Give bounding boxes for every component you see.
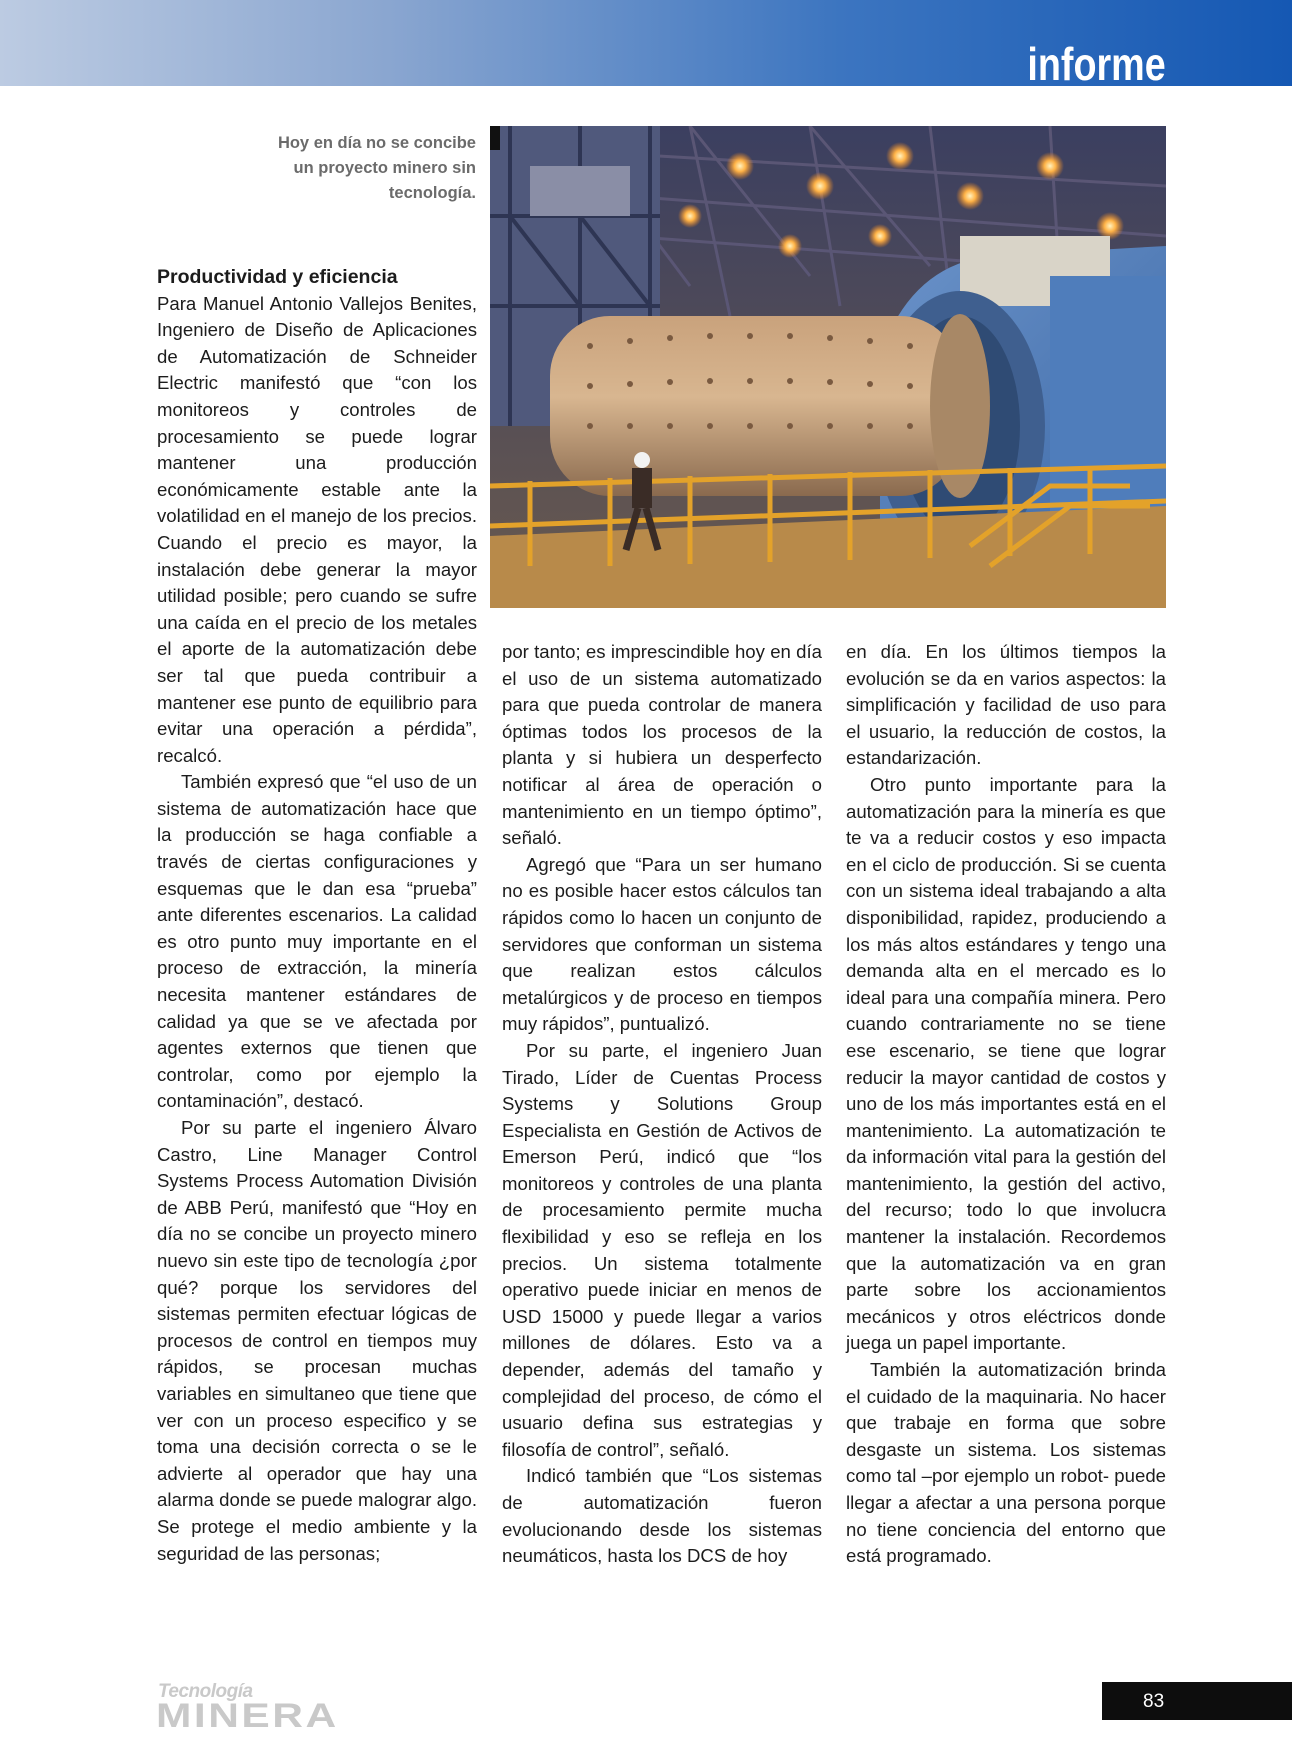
photo-corner-mark [490,126,500,150]
logo-text-bottom: MINERA [156,1697,339,1735]
caption-line: un proyecto minero sin [293,159,476,177]
paragraph: Por su parte, el ingeniero Juan Tirado, Líder de Cuentas Process Systems y Solutions Group Especialista en Gestión de Activos de Emerson Perú, indicó que “los monitoreos y controles de una planta de procesamiento permite mucha flexibilidad y eso se refleja en los precios. Un sistema totalmente operativo puede iniciar en menos de USD 15000 y puede llegar a varios millones de dólares. Esto va a depender, además del tamaño y complejidad del proceso, de cómo el usuario defina sus estrategias y filosofía de control”, señaló. [502,1039,822,1460]
paragraph: También expresó que “el uso de un sistema de automatización hace que la producción se haga confiable a través de ciertas configuraciones y esquemas que le dan esa “prueba” ante diferentes escenarios. La calidad es otro punto muy importante en el proceso de extracción, la minería necesita mantener estándares de calidad ya que se ve afectada por agentes externos que tienen que controlar, como por ejemplo la contaminación”, destacó. [157,771,477,1112]
article-column-3 [846,639,1166,1570]
paragraph: Otro punto importante para la automatización para la minería es que te va a reducir costos y eso impacta en el ciclo de producción. Si se cuenta con un sistema ideal trabajando a alta disponibilidad, rapidez, produciendo a los más altos estándares y tengo una demanda alta en el mercado es lo ideal para una compañía minera. Pero cuando contrariamente no se tiene ese escenario, se tiene que lograr reducir la mayor cantidad de costos y uno de los más importantes está en el mantenimiento. La automatización te da información vital para la gestión del mantenimiento, la gestión del activo, del recurso; todo lo que involucra mantener la instalación. Recordemos que la automatización va en gran parte sobre los accionamientos mecánicos y otros eléctricos donde juega un papel importante. [846,773,1166,1354]
photo-illustration [490,126,1166,608]
magazine-logo [156,1681,346,1735]
article-column-2 [502,639,822,1570]
page-number: 83 [1143,1691,1165,1712]
section-heading: Productividad y eficiencia [157,266,398,288]
paragraph: Indicó también que “Los sistemas de automatización fueron evolucionando desde los sistemas neumáticos, hasta los DCS de hoy [502,1465,822,1567]
caption-line: tecnología. [388,184,476,202]
paragraph: por tanto; es imprescindible hoy en día el uso de un sistema automatizado para que pueda controlar de manera óptimas todos los procesos de la planta y si hubiera un desperfecto notificar al área de operación o mantenimiento en un tiempo óptimo”, señaló. [502,641,822,849]
paragraph: en día. En los últimos tiempos la evolución se da en varios aspectos: la simplificación y facilidad de uso para el usuario, la reducción de costos, la estandarización. [846,641,1166,769]
paragraph: Por su parte el ingeniero Álvaro Castro, Line Manager Control Systems Process Automation División de ABB Perú, manifestó que “Hoy en día no se concibe un proyecto minero nuevo sin este tipo de tecnología ¿por qué? porque los servidores del sistemas permiten efectuar lógicas de procesos de control en tiempos muy rápidos, se procesan muchas variables en simultaneo que tiene que ver con un proceso especifico y se toma una decisión correcta o se le advierte al operador que hay una alarma donde se puede malograr algo. Se protege el medio ambiente y la seguridad de las personas; [157,1117,477,1564]
section-label: informe [1027,38,1166,90]
mining-ball-mill-photo [490,126,1166,608]
logo-text-top: Tecnología [158,1681,253,1702]
photo-caption [230,131,476,206]
caption-line: Hoy en día no se concibe [277,134,476,152]
paragraph: Para Manuel Antonio Vallejos Benites, Ingeniero de Diseño de Aplicaciones de Automatización de Schneider Electric manifestó que “con los monitoreos y controles de procesamiento se puede lograr mantener una producción económicamente estable ante la volatilidad en el manejo de los precios. Cuando el precio es mayor, la instalación debe generar la mayor utilidad posible; pero cuando se sufre una caída en el precio de los metales el aporte de la automatización debe ser tal que pueda contribuir a mantener ese punto de equilibrio para evitar una operación a pérdida”, recalcó. [157,292,477,766]
paragraph: También la automatización brinda el cuidado de la maquinaria. No hacer que trabaje en forma que sobre desgaste un sistema. Los sistemas como tal –por ejemplo un robot- puede llegar a afectar a una persona porque no tiene conciencia del entorno que está programado. [846,1359,1166,1567]
article-column-1 [157,264,477,1567]
paragraph: Agregó que “Para un ser humano no es posible hacer estos cálculos tan rápidos como lo hacen un conjunto de servidores que conforman un sistema que realizan estos cálculos metalúrgicos y de proceso en tiempos muy rápidos”, puntualizó. [502,853,822,1035]
page-number-box [1102,1682,1292,1720]
